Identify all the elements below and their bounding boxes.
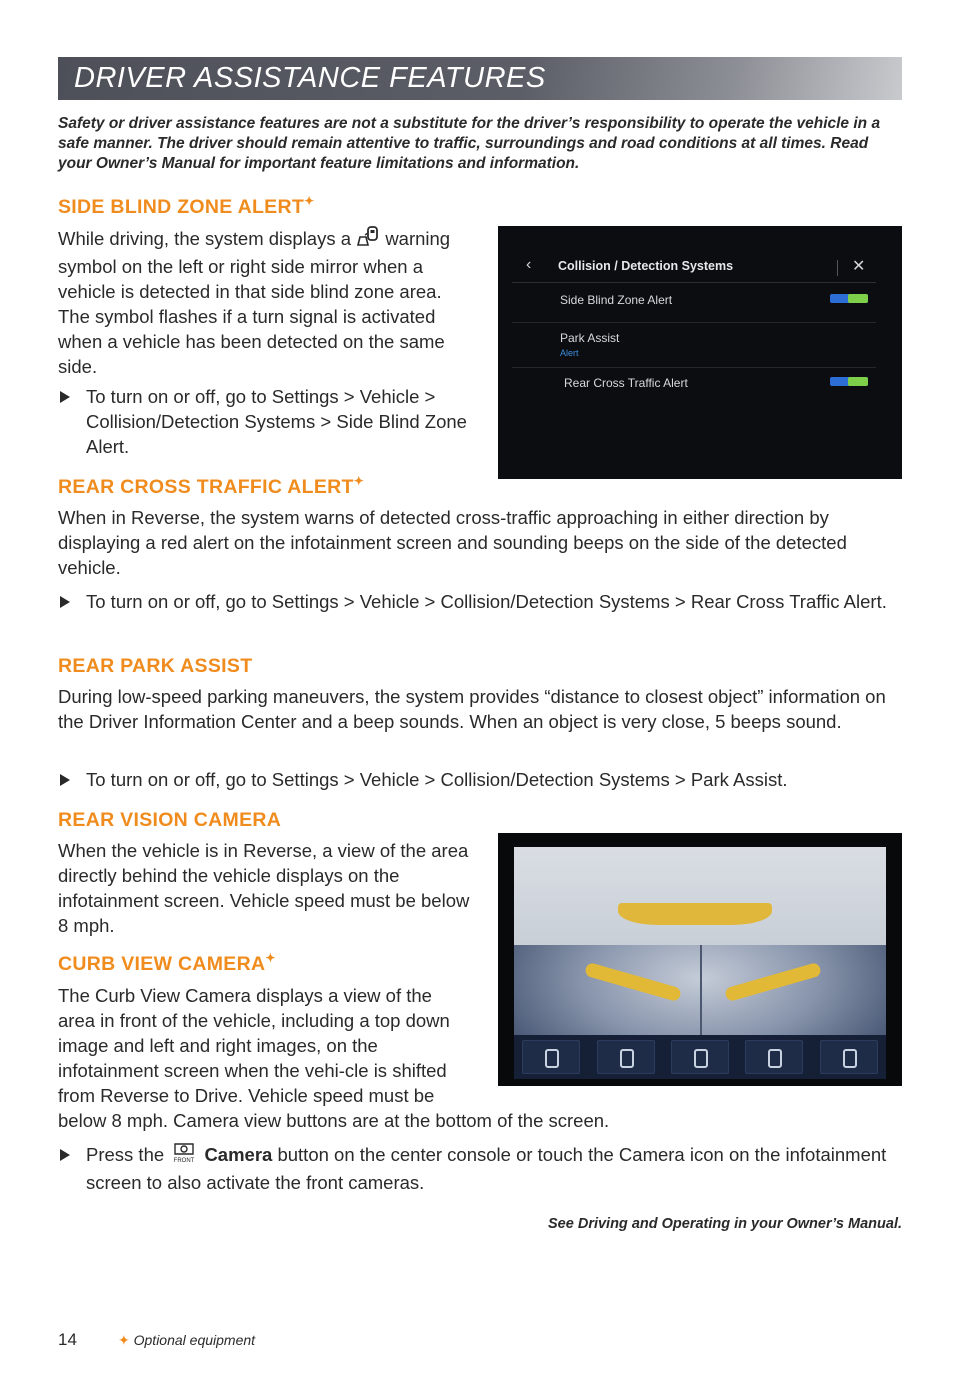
section-title-rear-park-assist xyxy=(58,655,252,678)
bullet-arrow-icon xyxy=(60,391,70,403)
toggle-switch[interactable] xyxy=(830,294,868,303)
front-camera-icon xyxy=(169,1142,199,1170)
setting-sublabel: Alert xyxy=(560,348,579,358)
owners-manual-reference: See Driving and Operating in your Owner’s Manual. xyxy=(548,1216,902,1232)
car-icon xyxy=(843,1049,857,1068)
car-icon xyxy=(768,1049,782,1068)
body-text-a: While driving, the system displays a xyxy=(58,228,352,249)
setting-row-park-assist[interactable] xyxy=(512,323,876,368)
optional-mark: ✦ xyxy=(304,194,315,208)
bullet-arrow-icon xyxy=(60,596,70,608)
divider xyxy=(700,945,702,1035)
car-icon xyxy=(694,1049,708,1068)
section-title-rear-vision-camera xyxy=(58,809,281,832)
setting-label: Side Blind Zone Alert xyxy=(560,293,673,307)
section-title-text: SIDE BLIND ZONE ALERT xyxy=(58,196,305,218)
bullet-text-a: Press the xyxy=(86,1144,165,1165)
rear-cross-traffic-body: When in Reverse, the system warns of detected cross-traffic approaching in either direction by displaying a red alert on the infotainment screen and sounding beeps on the side of the detected vehicle. xyxy=(58,507,847,578)
camera-view-buttons xyxy=(514,1035,886,1079)
page-number: 14 xyxy=(58,1330,77,1349)
bullet-text: To turn on or off, go to Settings > Vehicle > Collision/Detection Systems > Rear Cross Traffic Alert. xyxy=(86,591,887,612)
section-title-text: REAR PARK ASSIST xyxy=(58,655,253,677)
bullet-arrow-icon xyxy=(60,1149,70,1161)
setting-row-rear-cross-traffic[interactable] xyxy=(512,368,876,406)
section-title-text: REAR CROSS TRAFFIC ALERT xyxy=(58,476,354,498)
body-text-b: warning symbol on the left or right side mirror when a vehicle is detected in that side blind zone area. The symbol flashes if a turn signal is activated when a vehicle has been detected on the same side. xyxy=(58,228,451,377)
header-bar xyxy=(58,57,902,100)
body-text: The Curb View Camera displays a view of the area in front of the vehicle, including a top down image and left and right images, on the infotainment screen when the vehi-cle is shifted from Reverse to Drive. Vehicle speed must be below 8 mph. Camera view buttons are at the bottom of the screen. xyxy=(58,985,610,1131)
side-blind-zone-instruction xyxy=(58,384,478,459)
camera-view-button-2[interactable] xyxy=(597,1040,655,1074)
divider xyxy=(837,260,838,276)
optional-mark: ✦ xyxy=(265,951,276,965)
blind-zone-warning-icon xyxy=(356,226,380,254)
bullet-text-b: button on the center console or touch the Camera icon on the infotainment screen to also activate the front cameras. xyxy=(86,1144,887,1193)
screen-title: Collision / Detection Systems xyxy=(558,259,734,273)
rear-vision-camera-body: When the vehicle is in Reverse, a view of the area directly behind the vehicle displays on the infotainment screen. Vehicle speed must be below 8 mph. xyxy=(58,840,470,936)
rear-park-assist-instruction xyxy=(58,767,902,792)
optional-star-icon: ✦ xyxy=(118,1332,130,1348)
page-title: DRIVER ASSISTANCE FEATURES xyxy=(74,62,546,94)
setting-label: Rear Cross Traffic Alert xyxy=(564,376,688,390)
curb-view-camera-screen xyxy=(498,833,902,1086)
screen-header xyxy=(512,254,876,283)
toggle-switch[interactable] xyxy=(830,377,868,386)
curb-view-camera-instruction xyxy=(58,1142,902,1195)
section-title-side-blind-zone xyxy=(58,196,314,219)
bullet-text: To turn on or off, go to Settings > Vehicle > Collision/Detection Systems > Park Assist. xyxy=(86,769,788,790)
bullet-arrow-icon xyxy=(60,774,70,786)
car-icon xyxy=(620,1049,634,1068)
camera-display xyxy=(514,847,886,1079)
setting-label: Park Assist xyxy=(560,331,620,345)
bumper-guide xyxy=(618,903,772,925)
car-icon xyxy=(545,1049,559,1068)
footnote xyxy=(118,1332,255,1349)
section-title-text: CURB VIEW CAMERA xyxy=(58,953,266,975)
rear-park-assist-body: During low-speed parking maneuvers, the system provides “distance to closest object” information on the Driver Information Center and a beep sounds. When an object is very close, 5 beeps sound. xyxy=(58,686,886,732)
safety-disclaimer: Safety or driver assistance features are not a substitute for the driver’s responsibility to operate the vehicle in a safe manner. The driver should remain attentive to traffic, surroundings and road conditions at all times. Read your Owner’s Manual for important feature limitations and information. xyxy=(58,115,881,172)
section-title-text: REAR VISION CAMERA xyxy=(58,809,282,831)
camera-view-button-4[interactable] xyxy=(745,1040,803,1074)
setting-row-side-blind-zone[interactable] xyxy=(512,284,876,323)
svg-text:FRONT: FRONT xyxy=(173,1158,195,1164)
camera-view-button-1[interactable] xyxy=(522,1040,580,1074)
side-blind-zone-body xyxy=(58,226,478,379)
section-title-rear-cross-traffic xyxy=(58,476,364,499)
bullet-text: To turn on or off, go to Settings > Vehicle > Collision/Detection Systems > Side Blind Zone Alert. xyxy=(86,386,467,457)
back-chevron-icon[interactable]: ‹ xyxy=(526,256,532,273)
camera-view-button-5[interactable] xyxy=(820,1040,878,1074)
close-icon[interactable]: ✕ xyxy=(852,258,866,275)
camera-button-label: Camera xyxy=(204,1144,273,1165)
rear-cross-traffic-instruction xyxy=(58,589,902,614)
footnote-text: Optional equipment xyxy=(133,1332,256,1348)
top-view xyxy=(514,847,886,945)
optional-mark: ✦ xyxy=(353,474,365,488)
camera-view-button-3[interactable] xyxy=(671,1040,729,1074)
collision-systems-screen xyxy=(498,226,902,479)
section-title-curb-view-camera xyxy=(58,953,276,976)
